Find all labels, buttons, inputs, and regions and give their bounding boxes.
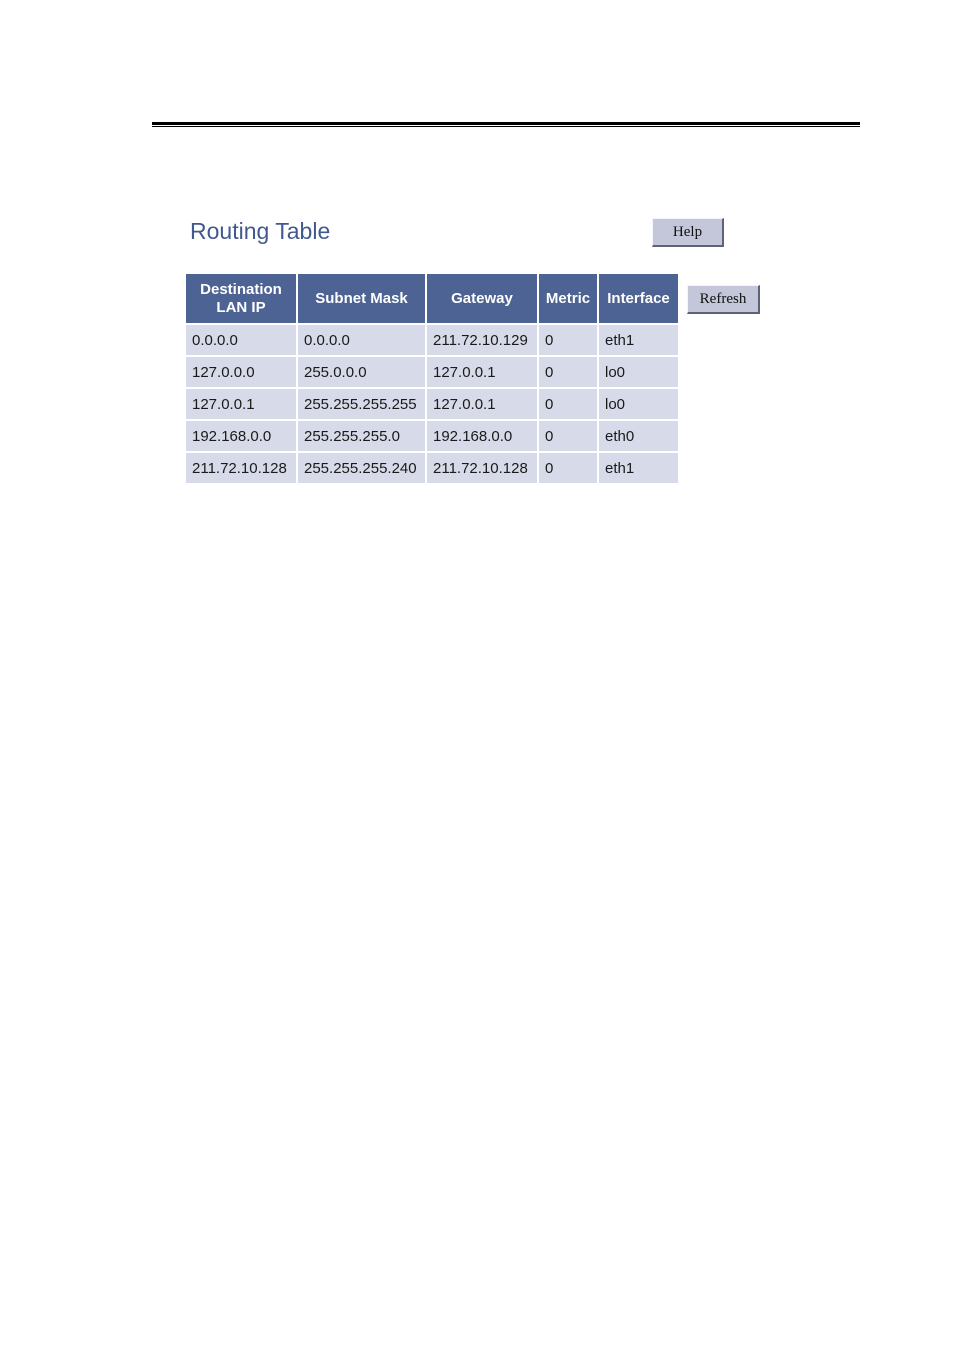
column-header-gateway: Gateway	[427, 274, 537, 323]
page-title: Routing Table	[190, 218, 331, 244]
cell-interface: lo0	[599, 389, 678, 419]
table-row	[186, 357, 678, 387]
refresh-button[interactable]: Refresh	[687, 285, 760, 314]
cell-subnet-mask: 0.0.0.0	[298, 325, 425, 355]
routing-table	[184, 272, 680, 485]
cell-gateway: 127.0.0.1	[427, 357, 537, 387]
cell-interface: eth1	[599, 453, 678, 483]
cell-gateway: 211.72.10.128	[427, 453, 537, 483]
column-header-destination-line1: Destination	[200, 280, 282, 298]
cell-interface: eth1	[599, 325, 678, 355]
column-header-interface: Interface	[599, 274, 678, 323]
table-row	[186, 325, 678, 355]
column-header-destination-line2: LAN IP	[216, 298, 266, 316]
cell-destination: 127.0.0.0	[186, 357, 296, 387]
column-header-destination	[186, 274, 296, 323]
table-row	[186, 389, 678, 419]
cell-gateway: 211.72.10.129	[427, 325, 537, 355]
cell-subnet-mask: 255.255.255.0	[298, 421, 425, 451]
table-header-row	[186, 274, 678, 323]
cell-metric: 0	[539, 421, 597, 451]
cell-interface: eth0	[599, 421, 678, 451]
cell-destination: 211.72.10.128	[186, 453, 296, 483]
cell-gateway: 192.168.0.0	[427, 421, 537, 451]
cell-subnet-mask: 255.255.255.240	[298, 453, 425, 483]
cell-interface: lo0	[599, 357, 678, 387]
cell-metric: 0	[539, 325, 597, 355]
cell-destination: 192.168.0.0	[186, 421, 296, 451]
cell-metric: 0	[539, 453, 597, 483]
column-header-metric: Metric	[539, 274, 597, 323]
cell-metric: 0	[539, 389, 597, 419]
cell-gateway: 127.0.0.1	[427, 389, 537, 419]
cell-destination: 0.0.0.0	[186, 325, 296, 355]
cell-subnet-mask: 255.255.255.255	[298, 389, 425, 419]
table-row	[186, 421, 678, 451]
header-rule-thin	[152, 126, 860, 127]
help-button[interactable]: Help	[652, 218, 724, 247]
cell-destination: 127.0.0.1	[186, 389, 296, 419]
cell-metric: 0	[539, 357, 597, 387]
cell-subnet-mask: 255.0.0.0	[298, 357, 425, 387]
table-row	[186, 453, 678, 483]
header-rule-thick	[152, 122, 860, 125]
column-header-subnet-mask: Subnet Mask	[298, 274, 425, 323]
